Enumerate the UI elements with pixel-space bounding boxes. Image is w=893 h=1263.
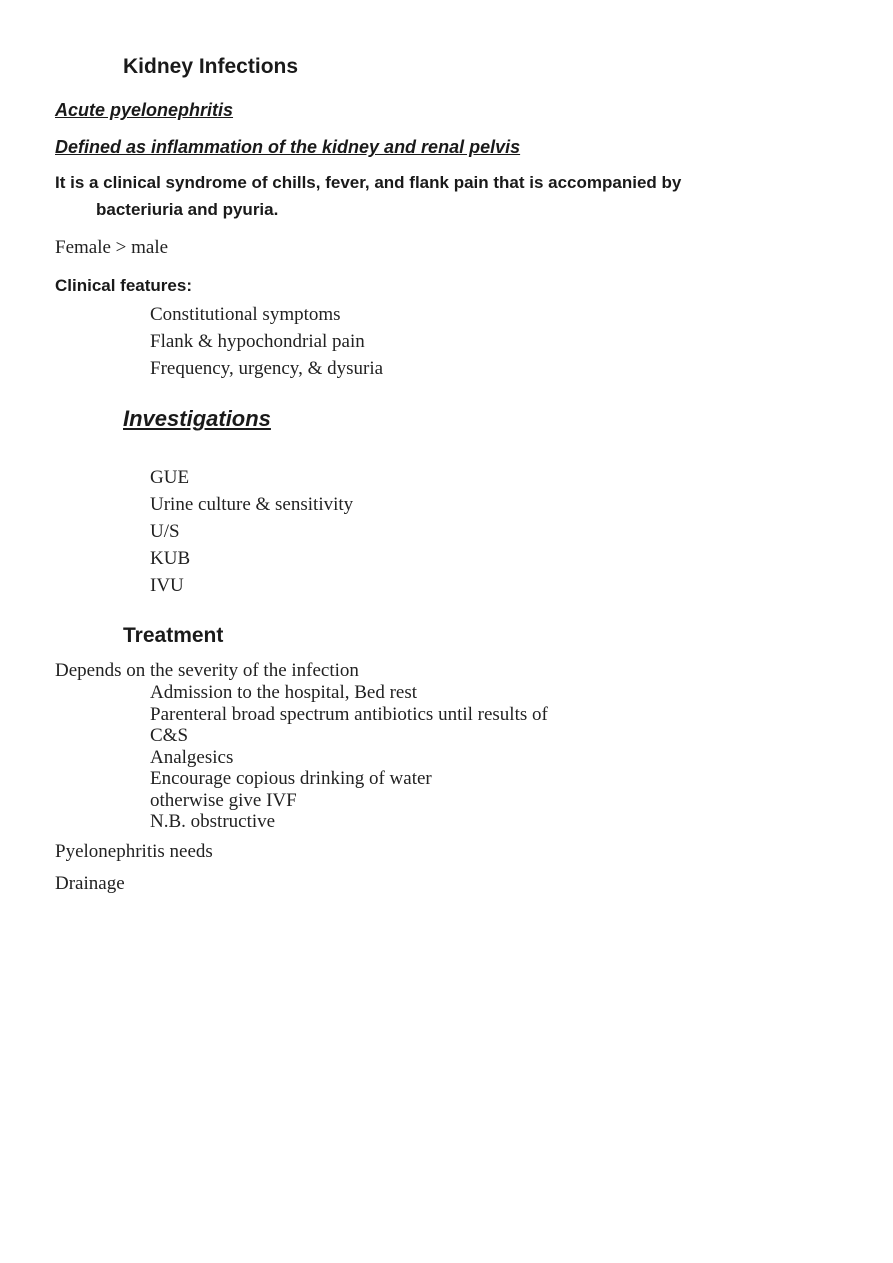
list-item: Flank & hypochondrial pain <box>150 331 365 352</box>
list-item: C&S <box>150 725 189 746</box>
list-item: KUB <box>150 548 191 569</box>
list-item: Urine culture & sensitivity <box>150 494 354 515</box>
investigations-list <box>150 464 353 599</box>
sex-ratio-text: Female > male <box>55 237 169 258</box>
treatment-list <box>150 682 548 833</box>
list-item: Frequency, urgency, & dysuria <box>150 358 384 379</box>
list-item: N.B. obstructive <box>150 811 276 832</box>
investigations-heading: Investigations <box>123 406 271 431</box>
list-item: Parenteral broad spectrum antibiotics until results of <box>150 703 548 725</box>
definition-text: Defined as inflammation of the kidney and renal pelvis <box>55 137 521 157</box>
note-text-line-2: Drainage <box>55 873 125 894</box>
syndrome-text-line-1: It is a clinical syndrome of chills, fever, and flank pain that is accompanied by <box>55 173 682 192</box>
list-item: GUE <box>150 467 190 488</box>
page-title: Kidney Infections <box>123 55 299 78</box>
list-item: Encourage copious drinking of water <box>150 768 432 789</box>
section-heading-acute-pyelonephritis: Acute pyelonephritis <box>55 100 234 120</box>
list-item: Admission to the hospital, Bed rest <box>150 682 418 703</box>
clinical-features-heading: Clinical features: <box>55 276 192 295</box>
list-item: Constitutional symptoms <box>150 304 341 325</box>
note-text-line-1: Pyelonephritis needs <box>55 841 213 862</box>
treatment-intro-text: Depends on the severity of the infection <box>55 660 359 681</box>
list-item: otherwise give IVF <box>150 789 297 811</box>
syndrome-text-line-2: bacteriuria and pyuria. <box>96 200 279 219</box>
list-item: U/S <box>150 521 180 542</box>
clinical-features-list <box>150 301 383 382</box>
list-item: IVU <box>150 575 184 596</box>
treatment-heading: Treatment <box>123 624 224 647</box>
list-item: Analgesics <box>150 746 234 768</box>
